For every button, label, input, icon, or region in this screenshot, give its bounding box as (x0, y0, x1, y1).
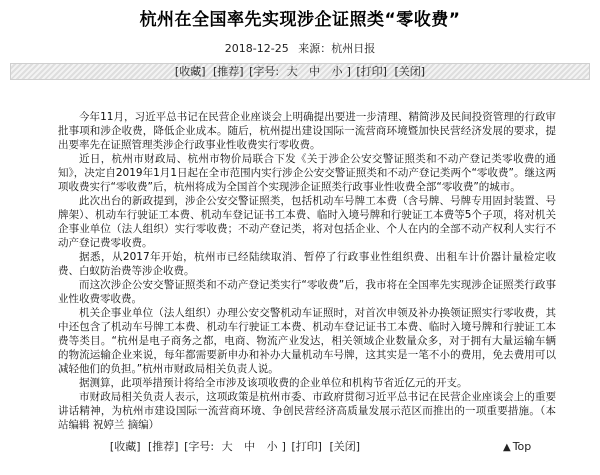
font-size-close-bracket: ] (281, 440, 286, 453)
print-button[interactable]: [打印] (291, 440, 322, 453)
close-button[interactable]: [关闭] (329, 440, 361, 453)
article-date: 2018-12-25 (224, 42, 289, 55)
recommend-button[interactable]: [推荐] (213, 65, 244, 78)
recommend-button[interactable]: [推荐] (148, 440, 179, 453)
font-size-label: [字号: (184, 440, 215, 453)
article-source: 来源：杭州日报 (298, 42, 376, 55)
font-size-label: [字号: (249, 65, 280, 78)
article-body (58, 110, 556, 432)
article-title: 杭州在全国率先实现涉企证照类“零收费” (139, 10, 461, 30)
font-size-large-button[interactable]: 大 (221, 440, 233, 453)
collect-button[interactable]: [收藏] (109, 440, 141, 453)
collect-button[interactable]: [收藏] (174, 65, 206, 78)
font-size-small-button[interactable]: 小 (331, 65, 343, 78)
font-size-medium-button[interactable]: 中 (309, 65, 321, 78)
article-paragraph: 近日，杭州市财政局、杭州市物价局联合下发《关于涉企公安交警证照类和不动产登记类零收费的通知》，决定自2019年1月1日起在全市范围内实行涉企公安交警证照类和不动产登记类两个“零收费”。继这两项收费实行“零收费”后，杭州将成为全国首个实现涉企证照类行政事业性收费全部“零收费”的城市。 (58, 153, 556, 193)
article-meta (0, 42, 600, 56)
close-button[interactable]: [关闭] (394, 65, 426, 78)
back-to-top-label: Top (512, 440, 532, 453)
article-paragraph: 据测算，此项举措预计将给全市涉及该项收费的企业单位和机构节省近亿元的开支。 (79, 377, 468, 389)
font-size-small-button[interactable]: 小 (266, 440, 278, 453)
article-paragraph: 据悉，从2017年开始，杭州市已经陆续取消、暂停了行政事业性组织费、出租车计价器计量检定收费、白蚁防治费等涉企收费。 (58, 251, 556, 277)
font-size-medium-button[interactable]: 中 (244, 440, 256, 453)
article-paragraph: 市财政局相关负责人表示，这项政策是杭州市委、市政府贯彻习近平总书记在民营企业座谈会上的重要讲话精神，为杭州市建设国际一流营商环境、争创民营经济高质量发展示范区而推出的一项重要措施。（本站编辑 祝婷兰 摘编） (58, 391, 556, 431)
font-size-close-bracket: ] (346, 65, 351, 78)
article-toolbar-bottom (10, 439, 460, 455)
article-paragraph: 今年11月，习近平总书记在民营企业座谈会上明确提出要进一步清理、精简涉及民间投资管理的行政审批事项和涉企收费，降低企业成本。随后，杭州提出建设国际一流营商环境暨加快民营经济发展的要求，提出要率先在证照管理类涉企行政事业性收费实行零收费。 (58, 111, 556, 151)
article-paragraph: 而这次涉企公安交警证照类和不动产登记类实行“零收费”后，我市将在全国率先实现涉企证照类行政事业性收费零收费。 (58, 279, 556, 305)
back-to-top-link[interactable] (503, 440, 531, 453)
font-size-large-button[interactable]: 大 (286, 65, 298, 78)
article-paragraph: 此次出台的新政提到，涉企公安交警证照类，包括机动车号牌工本费（含号牌、号牌专用固封装置、号牌架）、机动车行驶证工本费、机动车登记证书工本费、临时入境号牌和行驶证工本费等5个子项，将对机关企事业单位（法人组织）实行零收费；不动产登记类，将对包括企业、个人在内的全部不动产权利人实行不动产登记费零收费。 (58, 195, 556, 249)
article-paragraph: 机关企事业单位（法人组织）办理公安交警机动车证照时，对首次申领及补办换领证照实行零收费，其中还包含了机动车号牌工本费、机动车行驶证工本费、机动车登记证书工本费、临时入境号牌和行驶证工本费等类目。“杭州是电子商务之都，电商、物流产业发达，相关领域企业数量众多，对于拥有大量运输车辆的物流运输企业来说，每年都需要新申办和补办大量机动车号牌，这其实是一笔不小的费用，免去费用可以减轻他们的负担。”杭州市财政局相关负责人说。 (58, 307, 556, 375)
print-button[interactable]: [打印] (356, 65, 387, 78)
arrow-up-icon: ▲ (503, 442, 511, 453)
article-toolbar-top (10, 63, 590, 80)
